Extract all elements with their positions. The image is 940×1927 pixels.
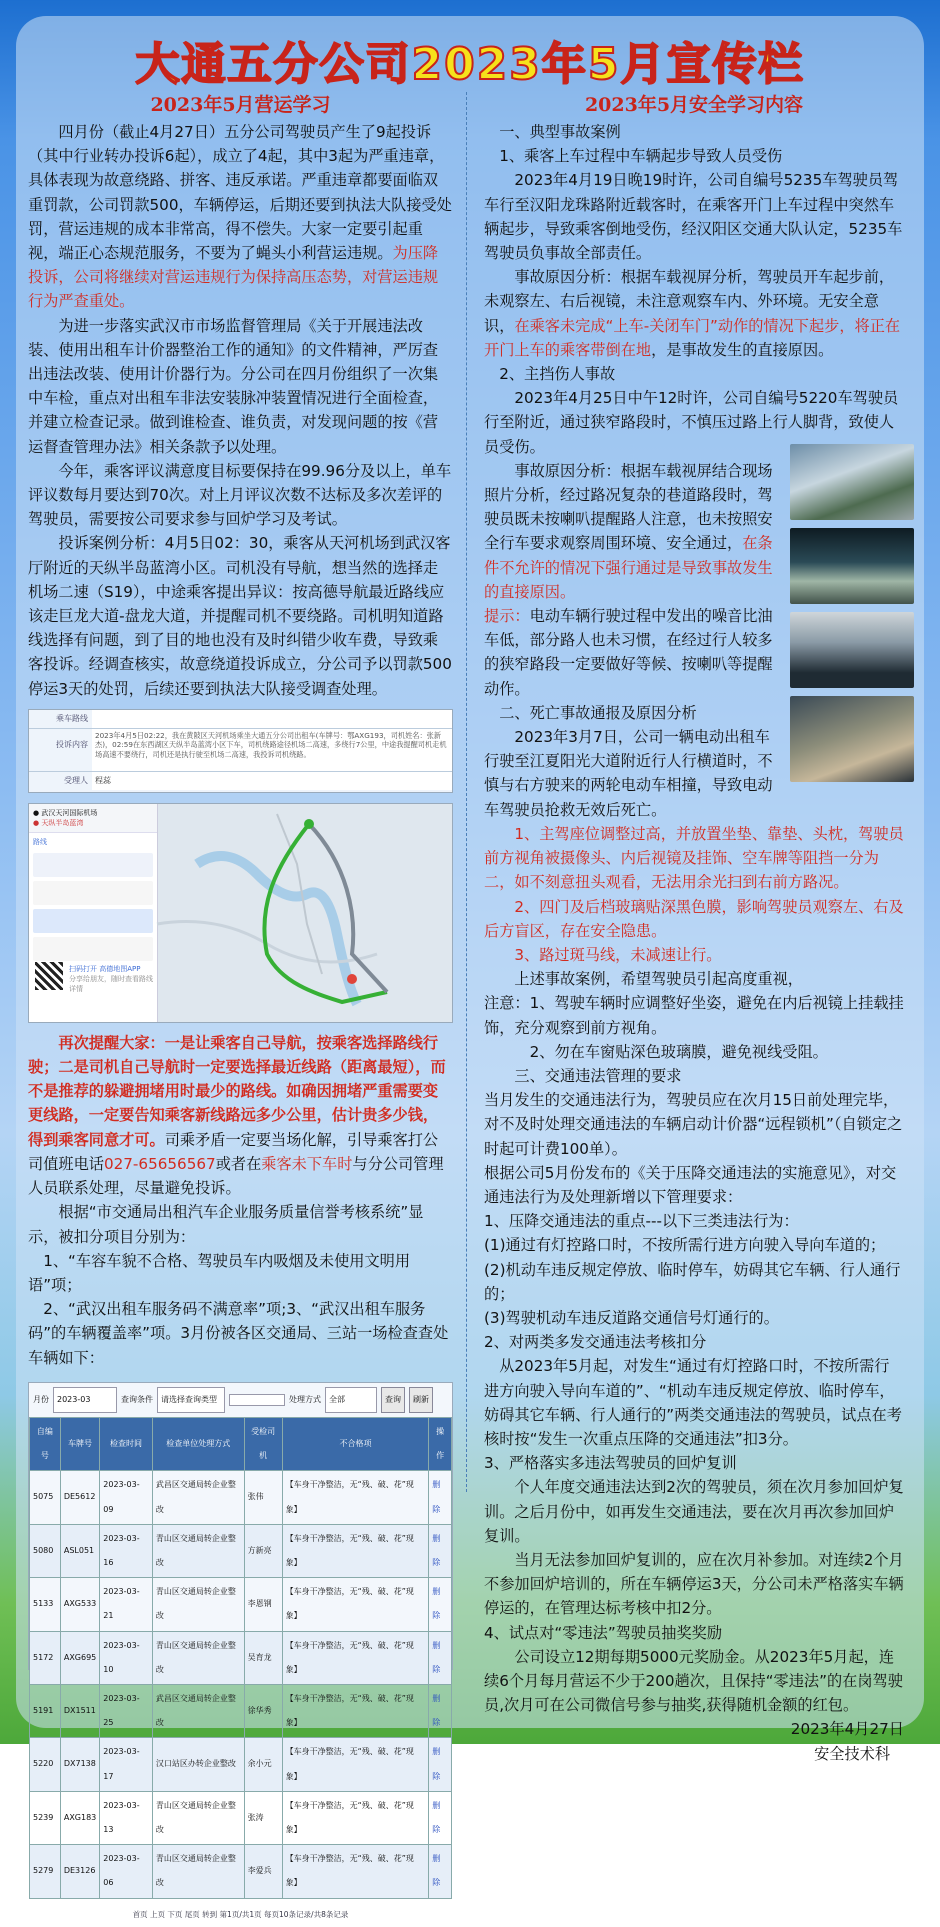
table-cell: 5172 [30, 1631, 61, 1684]
left-paragraph-3: 今年，乘客评议满意度目标要保持在99.96分及以上，单车评议数每月要达到70次。对上月评议次数不达标及多次差评的驾驶员，需要按公司要求参与回炉学习及考试。 [28, 461, 452, 529]
table-cell: DX1511 [60, 1684, 99, 1737]
table-cell: 【车身干净整洁，无“残、破、花”现象】 [282, 1578, 429, 1631]
left-p5-text-b: 或者在 [215, 1154, 262, 1173]
table-cell: 2023-03-16 [100, 1524, 153, 1577]
accident-photo-2 [790, 528, 914, 604]
inspection-table [29, 1417, 452, 1899]
table-cell: 2023-03-21 [100, 1578, 153, 1631]
case-2-wrap [484, 459, 784, 822]
section-3-title: 三、交通违法管理的要求 [514, 1066, 682, 1085]
signature-dept: 安全技术科 [814, 1744, 890, 1763]
left-paragraph-6: 根据“市交通局出租汽车企业服务质量信誉考核系统”显示，被扣分项目分别为： [28, 1203, 424, 1246]
table-cell: 5239 [30, 1791, 61, 1844]
table-cell: AXG183 [60, 1791, 99, 1844]
delete-link[interactable]: 删除 [429, 1684, 452, 1737]
case-1-analysis [484, 265, 904, 362]
complaint-label-route: 乘车路线 [56, 713, 88, 723]
table-cell: 青山区交通局转企业整改 [152, 1578, 244, 1631]
left-p1-text: 四月份（截止4月27日）五分公司驾驶员产生了9起投诉（其中行业转办投诉6起），成立了4起，其中3起为严重违章，具体表现为故意绕路、拼客、违反承诺。严重违章都要面临双重罚款，公司罚款500，车辆停运，后期还要到执法大队接受处罚，营运违规的成本非常高，得不偿失。大家一定要引起重视，端正心态规范服务，不要为了蝇头小利营运违规。 [28, 123, 452, 263]
filter-status-label: 处理方式 [289, 1394, 321, 1404]
fatal-case-text: 2023年3月7日，公司一辆电动出租车行驶至江夏阳光大道附近行人行横道时，不慎与右方驶来的两轮电动车相撞，导致电动车驾驶员抢救无效后死亡。 [484, 728, 773, 819]
table-pager[interactable]: 首页 上页 下页 尾页 转到 第1页/共1页 每页10条记录/共8条记录 [132, 1909, 349, 1919]
accident-photos [790, 444, 914, 790]
map-canvas[interactable] [157, 804, 453, 1022]
table-cell: 【车身干净整洁，无“残、破、花”现象】 [282, 1684, 429, 1737]
table-cell: 【车身干净整洁，无“残、破、花”现象】 [282, 1471, 429, 1524]
left-paragraph-4: 投诉案例分析：4月5日02：30，乘客从天河机场到武汉客厅附近的天纵半岛蓝湾小区。司机没有导航，想当然的选择走机场二速（S19），中途乘客提出异议：按高德导航最近路线应该走巨龙大道-盘龙大道，并提醒司机不要绕路。司机明知道路线选择有问题，到了目的地也没有及时纠错少收车费，导致乘客投诉。经调查核实，故意绕道投诉成立，分公司予以罚款500停运3天的处罚，后续还要到执法大队接受调查处理。 [28, 534, 452, 698]
delete-link[interactable]: 删除 [429, 1631, 452, 1684]
left-paragraph-5 [28, 1031, 453, 1200]
table-cell: 【车身干净整洁，无“残、破、花”现象】 [282, 1845, 429, 1898]
table-cell: 武昌区交通局转企业整改 [152, 1684, 244, 1737]
accident-photo-4 [790, 696, 914, 782]
table-filter-bar [29, 1383, 452, 1417]
case-1-title: 1、乘客上车过程中车辆起步导致人员受伤 [499, 147, 783, 166]
inspection-table-screenshot [28, 1382, 453, 1919]
fatal-cause-2: 2、四门及后档玻璃贴深黑色膜，影响驾驶员观察左、右及后方盲区，存在安全隐患。 [484, 897, 904, 940]
filter-month-input[interactable]: 2023-03 [53, 1387, 117, 1413]
violation-item-2-text: 从2023年5月起，对发生“通过有灯控路口时，不按所需行进方向驶入导向车道的”、“机动车违反规定停放、临时停车，妨碍其它车辆、行人通行的”两类交通违法的驾驶员，试点在考核时按“发生一次重点压降的交通违法”扣3分。 [484, 1357, 902, 1448]
violation-item-4: 4、试点对“零违法”驾驶员抽奖奖励 [484, 1623, 723, 1642]
table-cell: 青山区交通局转企业整改 [152, 1631, 244, 1684]
table-cell: 方新亮 [244, 1524, 282, 1577]
tip-label: 提示： [484, 607, 530, 626]
map-screenshot [28, 803, 453, 1023]
filter-cond-select[interactable]: 请选择查询类型 [157, 1387, 225, 1413]
map-to[interactable]: ● 天纵半岛蓝湾 [33, 818, 84, 827]
table-cell: 【车身干净整洁，无“残、破、花”现象】 [282, 1631, 429, 1684]
section-1-title: 一、典型事故案例 [499, 123, 621, 141]
table-cell: 青山区交通局转企业整改 [152, 1845, 244, 1898]
table-header-cell: 自编号 [30, 1417, 61, 1470]
table-cell: 青山区交通局转企业整改 [152, 1791, 244, 1844]
right-heading: 2023年5月安全学习内容 [584, 94, 804, 116]
poster-title: 大通五分公司2023年5月宣传栏 [135, 39, 805, 90]
violation-item-1c: (3)驾驶机动车违反道路交通信号灯通行的。 [484, 1308, 779, 1327]
violation-item-3: 3、严格落实多违法驾驶员的回炉复训 [484, 1454, 737, 1473]
table-cell: 2023-03-10 [100, 1631, 153, 1684]
table-cell: 【车身干净整洁，无“残、破、花”现象】 [282, 1738, 429, 1791]
table-cell: 2023-03-06 [100, 1845, 153, 1898]
section-2-title: 二、死亡事故通报及原因分析 [499, 703, 697, 722]
table-cell: AXG533 [60, 1578, 99, 1631]
table-cell: 【车身干净整洁，无“残、破、花”现象】 [282, 1791, 429, 1844]
complaint-label-content: 投诉内容 [56, 739, 88, 749]
table-row [30, 1631, 452, 1684]
case-1-analysis-end: ，是事故发生的直接原因。 [651, 340, 834, 359]
table-row [30, 1471, 452, 1524]
query-button[interactable]: 查询 [381, 1387, 405, 1413]
table-cell: AXG695 [60, 1631, 99, 1684]
table-header-cell: 操作 [429, 1417, 452, 1470]
complaint-content-text: 2023年4月5日02:22，我在黄陂区天河机场乘坐大通五分公司出租车(车牌号：鄂AXG193，司机姓名：张新杰)，02:59在东西湖区天纵半岛蓝湾小区下车，司机绕路途径机场二高速，多绕行7公里，中途我提醒司机走机场高速不要绕行，司机还是执行驶至机场二高速，我投诉司机绕路。 [92, 729, 452, 771]
case-1-analysis-red: 在乘客未完成“上车-关闭车门”动作的情况下起步，将正在开门上车的乘客带倒在地 [484, 316, 901, 359]
delete-link[interactable]: 删除 [429, 1471, 452, 1524]
filter-cond-label: 查询条件 [121, 1394, 153, 1404]
left-paragraph-8: 2、“武汉出租车服务码不满意率”项;3、“武汉出租车服务码”的车辆覆盖率”项。3月份被各区交通局、三站一场检查查处车辆如下： [28, 1300, 449, 1367]
table-cell: 5279 [30, 1845, 61, 1898]
refresh-button[interactable]: 刷新 [409, 1387, 433, 1413]
table-cell: 2023-03-13 [100, 1791, 153, 1844]
filter-status-select[interactable]: 全部 [325, 1387, 377, 1413]
table-cell: DE5612 [60, 1471, 99, 1524]
warning-intro: 上述事故案例，希望驾驶员引起高度重视， [514, 970, 803, 989]
violation-item-3-text: 个人年度交通违法达到2次的驾驶员，须在次月参加回炉复训。之后月份中，如再发生交通违法，要在次月再次参加回炉复训。 [484, 1478, 904, 1545]
signature-date: 2023年4月27日 [790, 1720, 904, 1739]
table-cell: DX7138 [60, 1738, 99, 1791]
left-p5-text-a: 司乘矛盾一定要当场化解，引导乘客打公司值班电话 [28, 1130, 439, 1173]
table-body [30, 1471, 452, 1898]
case-2-text: 2023年4月25日中午12时许，公司自编号5220车驾驶员行至附近，通过狭窄路段时，不慎压过路上行人脚背，致使人员受伤。 [484, 389, 899, 456]
table-row [30, 1578, 452, 1631]
table-cell: 青山区交通局转企业整改 [152, 1524, 244, 1577]
violation-item-4-text: 公司设立12期每期5000元奖励金。从2023年5月起，连续6个月每月营运不少于200趟次，且保持“零违法”的在岗驾驶员,次月可在公司微信号参与抽奖,获得随机金额的红包。 [484, 1647, 903, 1715]
table-cell: 张涛 [244, 1791, 282, 1844]
table-cell: ASL051 [60, 1524, 99, 1577]
table-cell: 5191 [30, 1684, 61, 1737]
table-row [30, 1791, 452, 1844]
table-cell: 5220 [30, 1738, 61, 1791]
violation-item-3-text-2: 当月无法参加回炉复训的，应在次月补参加。对连续2个月不参加回炉培训的，所在车辆停运3天，分公司未严格落实车辆停运的，在管理达标考核中扣2分。 [484, 1550, 904, 1618]
map-side-panel [29, 804, 158, 1022]
left-p5-text-c: 与分公司管理人员联系处理，尽量避免投诉。 [28, 1154, 444, 1198]
table-cell: 汉口站区办转企业整改 [152, 1738, 244, 1791]
table-header-cell: 检查时间 [100, 1417, 153, 1470]
violation-item-1a: (1)通过有灯控路口时，不按所需行进方向驶入导向车道的； [484, 1236, 886, 1255]
violation-item-2: 2、对两类多发交通违法考核扣分 [484, 1333, 707, 1352]
tip-text: 电动车辆行驶过程中发出的噪音比油车低，部分路人也未习惯，在经过行人较多的狭窄路段一定要做好等候、按喇叭等提醒动作。 [484, 607, 773, 698]
delete-link[interactable]: 删除 [429, 1578, 452, 1631]
right-column [484, 92, 904, 1766]
case-2-analysis-text: 事故原因分析：根据车载视屏结合现场照片分析，经过路况复杂的巷道路段时，驾驶员既未按喇叭提醒路人注意，也未按照安全行车要求观察周围环境、安全通过， [484, 461, 773, 553]
table-header-cell: 受检司机 [244, 1417, 282, 1470]
left-paragraph-7: 1、“车容车貌不合格、驾驶员车内吸烟及未使用文明用语”项； [28, 1251, 411, 1294]
fatal-cause-1: 1、主驾座位调整过高，并放置坐垫、靠垫、头枕，驾驶员前方视角被摄像头、内后视镜及挂饰、空车牌等阻挡一分为二，如不刻意扭头观看，无法用余光扫到右前方路况。 [484, 824, 904, 892]
table-cell: 张伟 [244, 1471, 282, 1524]
warning-note-2: 2、勿在车窗贴深色玻璃膜，避免视线受阻。 [529, 1042, 828, 1061]
table-row [30, 1845, 452, 1898]
complaint-handler-name: 程蕊 [92, 772, 452, 790]
complaint-screenshot [28, 709, 453, 793]
delete-link[interactable]: 删除 [429, 1791, 452, 1844]
table-cell: 5080 [30, 1524, 61, 1577]
table-cell: 李恩钢 [244, 1578, 282, 1631]
violation-item-1b: (2)机动车违反规定停放、临时停车，妨碍其它车辆、行人通行的； [484, 1260, 901, 1303]
violation-policy: 根据公司5月份发布的《关于压降交通违法的实施意见》，对交通违法行为及处理新增以下管理要求： [484, 1163, 897, 1206]
map-route-tab[interactable]: 路线 [33, 837, 47, 846]
delete-link[interactable]: 删除 [429, 1524, 452, 1577]
left-p5-red: 再次提醒大家：一是让乘客自己导航，按乘客选择路线行驶；二是司机自己导航时一定要选择最近线路（距离最短），而不是推荐的躲避拥堵用时最少的路线。如确因拥堵严重需要变更线路，一定要告知乘客新线路远多少公里，估计贵多少钱，得到乘客同意才可。 [28, 1033, 446, 1149]
column-divider [466, 92, 468, 1492]
table-cell: 徐华秀 [244, 1684, 282, 1737]
delete-link[interactable]: 删除 [429, 1845, 452, 1898]
table-cell: DE3126 [60, 1845, 99, 1898]
case-2-title: 2、主挡伤人事故 [499, 365, 616, 384]
left-column [28, 92, 453, 1919]
table-header-row [30, 1417, 452, 1470]
map-app-promo [69, 964, 153, 994]
duty-phone-number: 027-65656567 [103, 1154, 216, 1173]
warning-note-1: 注意：1、驾驶车辆时应调整好坐姿，避免在内后视镜上挂载挂饰，充分观察到前方视角。 [484, 994, 904, 1037]
left-p1-red: 为压降投诉，公司将继续对营运违规行为保持高压态势，对营运违规行为严查重处。 [28, 244, 439, 311]
left-p5-red-2: 乘客未下车时 [261, 1154, 353, 1173]
accident-photo-3 [790, 612, 914, 688]
map-app-subtext: 分享给朋友，随时查看路线详情 [69, 974, 153, 993]
fatal-cause-3: 3、路过斑马线，未减速让行。 [514, 945, 722, 964]
accident-photo-1 [790, 444, 914, 520]
complaint-label-handler: 受理人 [64, 775, 88, 785]
table-cell: 5133 [30, 1578, 61, 1631]
table-cell: 余小元 [244, 1738, 282, 1791]
table-cell: 2023-03-17 [100, 1738, 153, 1791]
left-heading: 2023年5月营运学习 [150, 94, 331, 116]
table-row [30, 1738, 452, 1791]
filter-month-label: 月份 [33, 1394, 49, 1404]
violation-rule: 当月发生的交通违法行为，驾驶员应在次月15日前处理完毕，对不及时处理交通违法的车辆启动计价器“远程锁机”（自锁定之时起可计费100单）。 [484, 1091, 903, 1158]
table-cell: 2023-03-09 [100, 1471, 153, 1524]
delete-link[interactable]: 删除 [429, 1738, 452, 1791]
violation-item-1: 1、压降交通违法的重点---以下三类违法行为： [484, 1212, 799, 1231]
case-2-analysis [484, 459, 784, 604]
table-cell: 5075 [30, 1471, 61, 1524]
left-paragraph-2: 为进一步落实武汉市市场监督管理局《关于开展违法改装、使用出租车计价器整治工作的通知》的文件精神，严厉查出违法改装、使用计价器行为。分公司在四月份组织了一次集中车检，重点对出租车非法安装脉冲装置情况进行全面检查，并建立检查记录。做到谁检查、谁负责，对发现问题的按《营运督查管理办法》相关条款予以处理。 [28, 316, 439, 456]
table-cell: 2023-03-25 [100, 1684, 153, 1737]
case-1-analysis-text: 事故原因分析：根据车载视屏分析，驾驶员开车起步前，未观察左、右后视镜，未注意观察车内、外环境。无安全意识， [484, 268, 895, 335]
left-paragraph-1 [28, 120, 453, 314]
case-2-analysis-red: 在条件不允许的情况下强行通过是导致事故发生的直接原因。 [484, 534, 773, 601]
table-header-cell: 不合格项 [282, 1417, 429, 1470]
table-cell: 吴育龙 [244, 1631, 282, 1684]
table-row [30, 1524, 452, 1577]
table-cell: 李爱兵 [244, 1845, 282, 1898]
map-app-text: 扫码打开 高德地图APP [69, 964, 141, 973]
table-header-cell: 车牌号 [60, 1417, 99, 1470]
table-header-cell: 检查单位处理方式 [152, 1417, 244, 1470]
table-row [30, 1684, 452, 1737]
filter-keyword-input[interactable] [229, 1394, 285, 1406]
table-cell: 武昌区交通局转企业整改 [152, 1471, 244, 1524]
case-1-text: 2023年4月19日晚19时许，公司自编号5235车驾驶员驾车行至汉阳龙珠路附近载客时，在乘客开门上车过程中突然车辆起步，导致乘客倒地受伤，经汉阳区交通大队认定，5235车驾驶员负事故全部责任。 [484, 171, 903, 263]
table-cell: 【车身干净整洁，无“残、破、花”现象】 [282, 1524, 429, 1577]
tip-paragraph [484, 604, 784, 701]
qr-code-icon [35, 962, 63, 990]
map-from[interactable]: ● 武汉天河国际机场 [33, 808, 98, 817]
